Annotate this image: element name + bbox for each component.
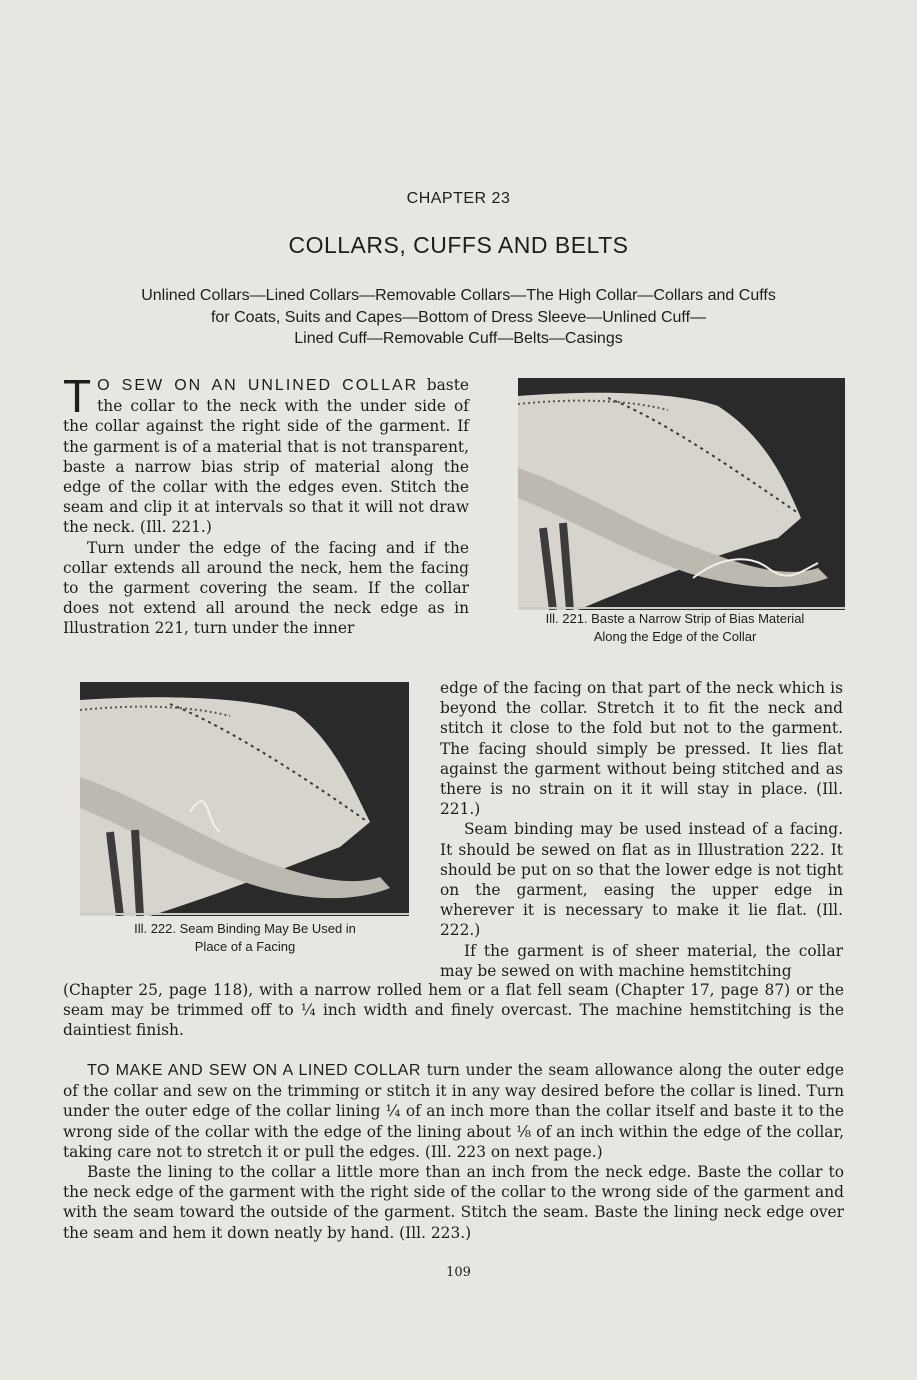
paragraph: edge of the facing on that part of the neck which is beyond the collar. Stretch it to fit the neck and stitch it close to the fold but not to the garment. The facing should simply be pressed. It lies flat against the garment without being stitched and as there is no strain on it it will stay in place. (Ill. 221.) bbox=[440, 679, 843, 819]
paragraph-text: baste the collar to the neck with the under side of the collar against the right side of the garment. If the garment is of a material that is not transparent, baste a narrow bias strip of material along the edge of the collar with the edges even. Stitch the seam and clip it at intervals so that it will not draw the neck. (Ill. 221.) bbox=[63, 376, 469, 537]
subtitle-line: for Coats, Suits and Capes—Bottom of Dress Sleeve—Unlined Cuff— bbox=[210, 308, 707, 326]
caption-line: Ill. 222. Seam Binding May Be Used in bbox=[134, 921, 356, 936]
paragraph-text: turn under the seam allowance along the outer edge of the collar and sew on the trimming or stitch it in any way desired before the collar is lined. Turn under the outer edge of the collar lining ¼ of an inch more than the collar itself and baste it to the wrong side of the collar with the edge of the lining about ⅛ of an inch within the edge of the collar, taking care not to stretch it or pull the edges. (Ill. 223 on next page.) bbox=[63, 1061, 844, 1161]
paragraph: Seam binding may be used instead of a facing. It should be sewed on flat as in Illustration 222. It should be put on so that the lower edge is not tight on the garment, easing the upper edge in wherever it is necessary to make it lie flat. (Ill. 222.) bbox=[440, 820, 843, 940]
section-unlined-collar-intro bbox=[63, 370, 469, 639]
subtitle-line: Lined Cuff—Removable Cuff—Belts—Casings bbox=[294, 330, 623, 347]
paragraph: Turn under the edge of the facing and if the collar extends all around the neck, hem the facing to the garment covering the seam. If the collar does not extend all around the neck edge as in Illustration 221, turn under the inner bbox=[63, 538, 469, 638]
paragraph: (Chapter 25, page 118), with a narrow rolled hem or a flat fell seam (Chapter 17, page 87) or the seam may be trimmed off to ¼ inch width and finely overcast. The machine hemstitching is the daintiest finish. bbox=[63, 981, 844, 1040]
illustration-222-image bbox=[80, 682, 409, 916]
paragraph bbox=[63, 370, 469, 538]
illustration-221-image bbox=[518, 378, 845, 610]
paragraph: Baste the lining to the collar a little more than an inch from the neck edge. Baste the collar to the neck edge of the garment with the right side of the collar to the wrong side of the garment and with the seam toward the outside of the garment. Stitch the seam. Baste the lining neck edge over the seam and hem it down neatly by hand. (Ill. 223.) bbox=[63, 1163, 844, 1242]
section-unlined-collar-end bbox=[63, 980, 844, 1041]
caption-line: Along the Edge of the Collar bbox=[593, 629, 757, 644]
page-number: 109 bbox=[446, 1265, 471, 1280]
section-lined-collar bbox=[63, 1060, 844, 1243]
caption-line: Place of a Facing bbox=[194, 939, 296, 954]
lead-in-caps: TO MAKE AND SEW ON A LINED COLLAR bbox=[87, 1062, 421, 1079]
chapter-title: COLLARS, CUFFS AND BELTS bbox=[288, 232, 629, 258]
lead-in-caps: O SEW ON AN UNLINED COLLAR bbox=[97, 377, 419, 394]
illustration-221-caption bbox=[505, 610, 845, 646]
paragraph: If the garment is of sheer material, the collar may be sewed on with machine hemstitching bbox=[440, 941, 843, 980]
chapter-label: CHAPTER 23 bbox=[406, 190, 511, 207]
subtitle-line: Unlined Collars—Lined Collars—Removable Collars—The High Collar—Collars and Cuffs bbox=[141, 287, 776, 304]
illustration-222-caption bbox=[80, 920, 410, 956]
caption-line: Ill. 221. Baste a Narrow Strip of Bias Material bbox=[545, 611, 805, 626]
section-unlined-collar-continued bbox=[440, 678, 843, 981]
drop-cap: T bbox=[63, 370, 92, 422]
chapter-subtitle bbox=[70, 285, 847, 350]
paragraph bbox=[63, 1060, 844, 1162]
